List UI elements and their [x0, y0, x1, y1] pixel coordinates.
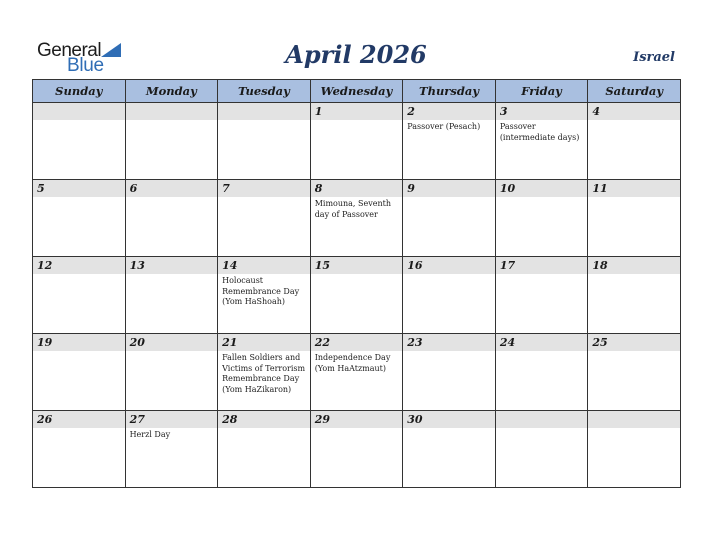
- day-number: 26: [33, 411, 125, 428]
- calendar-day-cell: [403, 180, 496, 257]
- holiday-label: [403, 428, 495, 430]
- day-number: 3: [496, 103, 588, 120]
- day-number: 27: [126, 411, 218, 428]
- calendar-day-cell: [588, 334, 681, 411]
- holiday-label: [126, 351, 218, 353]
- calendar-day-cell: [218, 257, 311, 334]
- day-number: [126, 103, 218, 120]
- holiday-label: [33, 197, 125, 199]
- calendar-grid: [32, 79, 681, 488]
- logo-word-general: General: [37, 40, 102, 61]
- calendar-day-cell: [495, 180, 588, 257]
- calendar-week-row: [33, 334, 681, 411]
- holiday-label: Mimouna, Seventh day of Passover: [314, 199, 391, 219]
- day-number: 1: [311, 103, 403, 120]
- calendar-day-cell: [33, 180, 126, 257]
- holiday-label: Fallen Soldiers and Victims of Terrorism Remembrance Day (Yom HaZikaron): [222, 353, 306, 394]
- day-number: 14: [218, 257, 310, 274]
- calendar-day-cell: [495, 411, 588, 488]
- calendar-day-cell: [33, 334, 126, 411]
- holiday-label: [588, 120, 680, 122]
- calendar-day-cell: [310, 180, 403, 257]
- calendar-week-row: [33, 180, 681, 257]
- holiday-label: [311, 120, 403, 122]
- calendar-day-cell: [125, 411, 218, 488]
- day-number: [496, 411, 588, 428]
- weekday-header: Saturday: [588, 80, 681, 103]
- calendar-day-cell: [495, 103, 588, 180]
- calendar-day-cell: [125, 334, 218, 411]
- weekday-header: Friday: [495, 80, 588, 103]
- day-number: 5: [33, 180, 125, 197]
- holiday-label: Passover (Pesach): [407, 122, 481, 131]
- day-number: 2: [403, 103, 495, 120]
- holiday-label: [403, 197, 495, 199]
- holiday-label: Passover (intermediate days): [499, 122, 580, 142]
- holiday-label: Herzl Day: [129, 430, 171, 439]
- day-number: 25: [588, 334, 680, 351]
- day-number: 10: [496, 180, 588, 197]
- calendar-day-cell: [403, 257, 496, 334]
- holiday-label: Holocaust Remembrance Day (Yom HaShoah): [222, 276, 300, 306]
- day-number: 8: [311, 180, 403, 197]
- weekday-header: Wednesday: [310, 80, 403, 103]
- holiday-label: [126, 120, 218, 122]
- holiday-label: [588, 197, 680, 199]
- day-number: [588, 411, 680, 428]
- calendar-week-row: [33, 257, 681, 334]
- day-number: 23: [403, 334, 495, 351]
- logo-word-blue: Blue: [67, 55, 104, 76]
- day-number: 20: [126, 334, 218, 351]
- holiday-label: [496, 428, 588, 430]
- day-number: 13: [126, 257, 218, 274]
- calendar-day-cell: [125, 180, 218, 257]
- calendar-day-cell: [588, 411, 681, 488]
- day-number: 19: [33, 334, 125, 351]
- calendar-day-cell: [588, 103, 681, 180]
- day-number: 12: [33, 257, 125, 274]
- holiday-label: [218, 428, 310, 430]
- day-number: 18: [588, 257, 680, 274]
- weekday-header: Thursday: [403, 80, 496, 103]
- day-number: 22: [311, 334, 403, 351]
- country-label: Israel: [633, 50, 675, 65]
- holiday-label: [496, 351, 588, 353]
- calendar-day-cell: [218, 103, 311, 180]
- weekday-header-row: [33, 80, 681, 103]
- calendar-week-row: [33, 411, 681, 488]
- calendar-day-cell: [125, 257, 218, 334]
- day-number: [218, 103, 310, 120]
- weekday-header: Sunday: [33, 80, 126, 103]
- day-number: 16: [403, 257, 495, 274]
- calendar-day-cell: [403, 103, 496, 180]
- day-number: 17: [496, 257, 588, 274]
- holiday-label: [403, 351, 495, 353]
- calendar-day-cell: [218, 411, 311, 488]
- holiday-label: [588, 274, 680, 276]
- day-number: 30: [403, 411, 495, 428]
- holiday-label: Independence Day (Yom HaAtzmaut): [314, 353, 391, 373]
- holiday-label: [311, 428, 403, 430]
- day-number: 15: [311, 257, 403, 274]
- calendar-day-cell: [218, 334, 311, 411]
- calendar-day-cell: [310, 103, 403, 180]
- day-number: 6: [126, 180, 218, 197]
- holiday-label: [218, 197, 310, 199]
- day-number: 7: [218, 180, 310, 197]
- calendar-day-cell: [588, 257, 681, 334]
- holiday-label: [218, 120, 310, 122]
- holiday-label: [588, 428, 680, 430]
- calendar-day-cell: [310, 334, 403, 411]
- holiday-label: [126, 274, 218, 276]
- holiday-label: [403, 274, 495, 276]
- day-number: 28: [218, 411, 310, 428]
- calendar-day-cell: [33, 257, 126, 334]
- calendar-day-cell: [310, 411, 403, 488]
- holiday-label: [33, 274, 125, 276]
- day-number: 9: [403, 180, 495, 197]
- calendar-day-cell: [403, 411, 496, 488]
- calendar-day-cell: [495, 257, 588, 334]
- day-number: 11: [588, 180, 680, 197]
- weekday-header: Monday: [125, 80, 218, 103]
- calendar-day-cell: [310, 257, 403, 334]
- calendar-day-cell: [495, 334, 588, 411]
- calendar-day-cell: [33, 103, 126, 180]
- holiday-label: [311, 274, 403, 276]
- holiday-label: [33, 120, 125, 122]
- day-number: 4: [588, 103, 680, 120]
- calendar-day-cell: [403, 334, 496, 411]
- holiday-label: [126, 197, 218, 199]
- holiday-label: [588, 351, 680, 353]
- day-number: [33, 103, 125, 120]
- calendar-day-cell: [33, 411, 126, 488]
- calendar-week-row: [33, 103, 681, 180]
- day-number: 21: [218, 334, 310, 351]
- page-title: April 2026: [285, 40, 427, 69]
- holiday-label: [33, 428, 125, 430]
- weekday-header: Tuesday: [218, 80, 311, 103]
- day-number: 29: [311, 411, 403, 428]
- day-number: 24: [496, 334, 588, 351]
- holiday-label: [33, 351, 125, 353]
- calendar-day-cell: [588, 180, 681, 257]
- holiday-label: [496, 274, 588, 276]
- holiday-label: [496, 197, 588, 199]
- calendar-day-cell: [125, 103, 218, 180]
- calendar-day-cell: [218, 180, 311, 257]
